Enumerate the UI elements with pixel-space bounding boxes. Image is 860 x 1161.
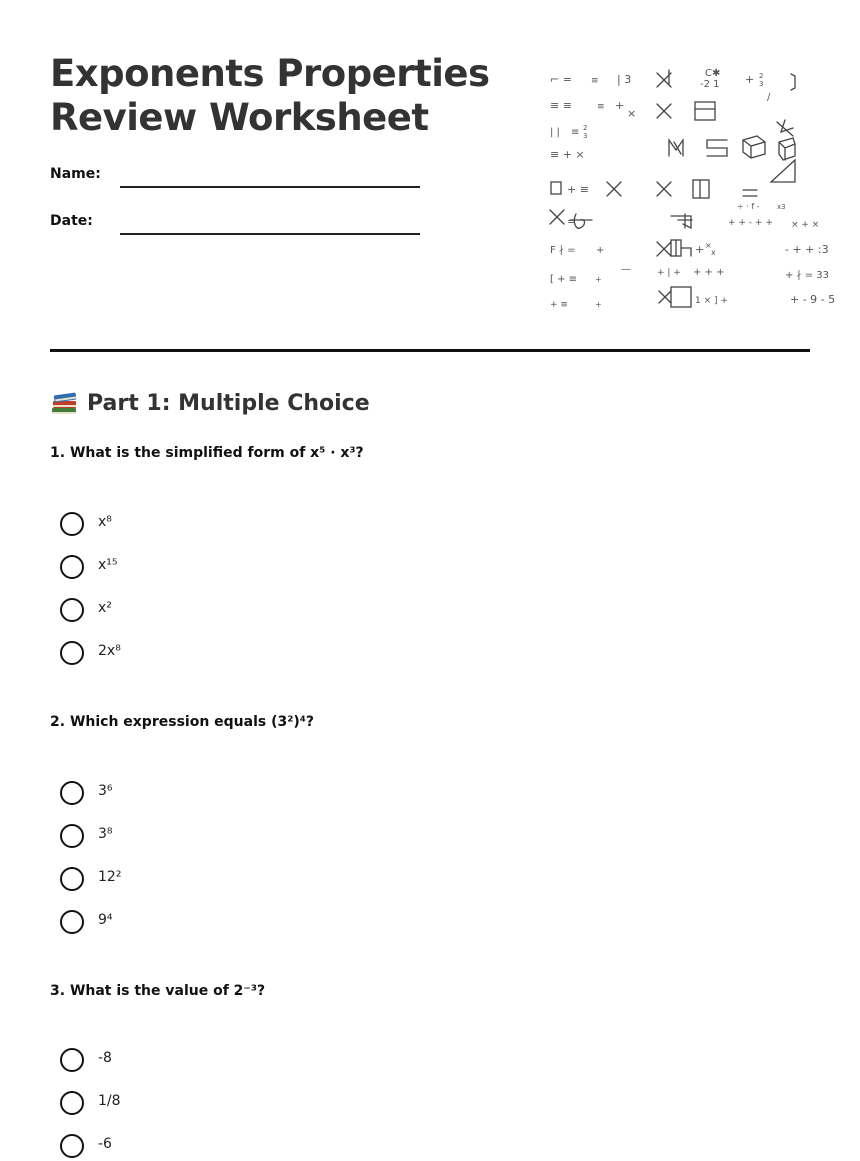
- radio-button[interactable]: [60, 555, 84, 579]
- option-label: x²: [98, 600, 112, 616]
- radio-button[interactable]: [60, 512, 84, 536]
- svg-text:+: +: [695, 243, 705, 256]
- option-q1-d[interactable]: [60, 641, 360, 667]
- svg-text:≡ ≡: ≡ ≡: [550, 99, 572, 112]
- cross-mark: [550, 210, 564, 224]
- books-icon: [50, 390, 78, 416]
- radio-button[interactable]: [60, 1134, 84, 1158]
- radio-button[interactable]: [60, 781, 84, 805]
- option-label: x⁸: [98, 514, 112, 530]
- svg-text:x: x: [711, 248, 716, 257]
- question-text: What is the value of 2⁻³?: [69, 983, 266, 999]
- cube-mark: [743, 136, 765, 158]
- svg-text:+ + - + +: + + - + +: [728, 218, 773, 228]
- question-2: [50, 714, 314, 730]
- svg-text:3: 3: [759, 80, 764, 88]
- equals-mark: [743, 190, 757, 196]
- option-label: 3⁸: [98, 826, 113, 842]
- date-line[interactable]: [120, 233, 420, 235]
- option-q3-a[interactable]: [60, 1048, 360, 1074]
- title-line-1: Exponents Properties: [50, 52, 490, 95]
- box-mark: [695, 102, 715, 120]
- cross-mark: [659, 291, 671, 303]
- s-glyph: [707, 140, 727, 156]
- svg-text:+: +: [745, 73, 755, 86]
- pencil-mark: [777, 120, 793, 136]
- cross-mark: [607, 182, 621, 196]
- option-label: x¹⁵: [98, 557, 118, 573]
- svg-text:x3: x3: [777, 203, 786, 211]
- option-q1-a[interactable]: [60, 512, 360, 538]
- cross-mark: [657, 242, 671, 256]
- radio-button[interactable]: [60, 598, 84, 622]
- cross-mark: [657, 182, 671, 196]
- flag-mark: [671, 216, 691, 228]
- box-line: [676, 240, 691, 256]
- question-3: [50, 983, 265, 999]
- svg-text:3: 3: [583, 132, 588, 140]
- svg-text:+: +: [596, 245, 605, 256]
- option-label: -6: [98, 1136, 112, 1152]
- option-label: 12²: [98, 869, 122, 885]
- svg-text:+ ≡: + ≡: [550, 300, 568, 310]
- svg-text:× + ×: × + ×: [791, 220, 820, 230]
- radio-button[interactable]: [60, 824, 84, 848]
- option-q2-b[interactable]: [60, 824, 360, 850]
- svg-text:F ∤ =: F ∤ =: [550, 245, 576, 256]
- title-line-2: Review Worksheet: [50, 96, 429, 139]
- radio-button[interactable]: [60, 641, 84, 665]
- svg-text:+: +: [595, 300, 602, 309]
- svg-text:÷ · f -: ÷ · f -: [737, 202, 760, 211]
- option-label: 9⁴: [98, 912, 113, 928]
- option-q1-c[interactable]: [60, 598, 360, 624]
- svg-text:+ | +: + | +: [657, 268, 681, 278]
- date-field[interactable]: [50, 213, 420, 243]
- cube-mark: [779, 138, 795, 160]
- option-q2-a[interactable]: [60, 781, 360, 807]
- worksheet-page: [50, 0, 836, 1161]
- svg-text:⌐ =: ⌐ =: [550, 73, 572, 86]
- svg-text:≡: ≡: [597, 102, 605, 112]
- svg-text:+ + +: + + +: [693, 267, 725, 278]
- section-title: Part 1: Multiple Choice: [87, 391, 370, 416]
- option-q1-b[interactable]: [60, 555, 360, 581]
- svg-text:=: =: [567, 215, 577, 228]
- option-q2-c[interactable]: [60, 867, 360, 893]
- svg-text:≡: ≡: [591, 76, 599, 86]
- option-label: 3⁶: [98, 783, 113, 799]
- svg-text:2: 2: [759, 72, 764, 80]
- question-text: What is the simplified form of x⁵ · x³?: [69, 445, 364, 461]
- radio-button[interactable]: [60, 1048, 84, 1072]
- svg-text:1 × ] +: 1 × ] +: [695, 296, 728, 306]
- svg-text:≡ + ×: ≡ + ×: [550, 148, 585, 161]
- math-symbols-doodle-icon: [545, 62, 836, 314]
- svg-text:×: ×: [627, 107, 637, 120]
- name-field[interactable]: [50, 166, 420, 196]
- svg-text:×: ×: [705, 241, 712, 250]
- triangle-mark: [771, 160, 795, 182]
- box-mark: [551, 182, 561, 194]
- question-1: [50, 445, 364, 461]
- radio-button[interactable]: [60, 867, 84, 891]
- date-label: Date:: [50, 213, 93, 229]
- option-q2-d[interactable]: [60, 910, 360, 936]
- svg-text:-2 1: -2 1: [700, 79, 720, 90]
- header-divider: [50, 349, 810, 352]
- svg-text:+ - 9 - 5: + - 9 - 5: [790, 293, 836, 306]
- svg-text:2: 2: [583, 124, 588, 132]
- svg-text:C✱: C✱: [705, 68, 721, 79]
- svg-text:—: —: [621, 264, 631, 275]
- svg-text:+ ∤ = 33: + ∤ = 33: [785, 270, 830, 281]
- option-q3-c[interactable]: [60, 1134, 360, 1160]
- radio-button[interactable]: [60, 1091, 84, 1115]
- svg-text:- + + :3: - + + :3: [785, 243, 829, 256]
- math-symbols-svg: [545, 62, 836, 314]
- svg-text:| |: | |: [550, 127, 560, 138]
- svg-text:≡: ≡: [571, 127, 580, 138]
- question-number: 3.: [50, 983, 66, 999]
- m-glyph: [669, 140, 683, 156]
- option-label: 2x⁸: [98, 643, 121, 659]
- option-q3-b[interactable]: [60, 1091, 360, 1117]
- svg-text:+: +: [615, 99, 625, 112]
- svg-text:| 3: | 3: [617, 73, 632, 86]
- question-number: 1.: [50, 445, 66, 461]
- name-line[interactable]: [120, 186, 420, 188]
- svg-text:[ + ≡: [ + ≡: [550, 274, 578, 285]
- question-text: Which expression equals (3²)⁴?: [69, 714, 315, 730]
- svg-text:+: +: [595, 275, 602, 284]
- worksheet-title: [50, 52, 520, 140]
- box-mark: [693, 180, 709, 198]
- option-label: -8: [98, 1050, 112, 1066]
- radio-button[interactable]: [60, 910, 84, 934]
- bracket-mark: [791, 74, 795, 90]
- svg-text:/: /: [767, 92, 771, 103]
- box-mark: [671, 287, 691, 307]
- question-number: 2.: [50, 714, 66, 730]
- name-label: Name:: [50, 166, 101, 182]
- svg-text:+ ≡: + ≡: [567, 183, 589, 196]
- option-label: 1/8: [98, 1093, 121, 1109]
- section-header: [50, 388, 550, 420]
- cross-mark: [657, 104, 671, 118]
